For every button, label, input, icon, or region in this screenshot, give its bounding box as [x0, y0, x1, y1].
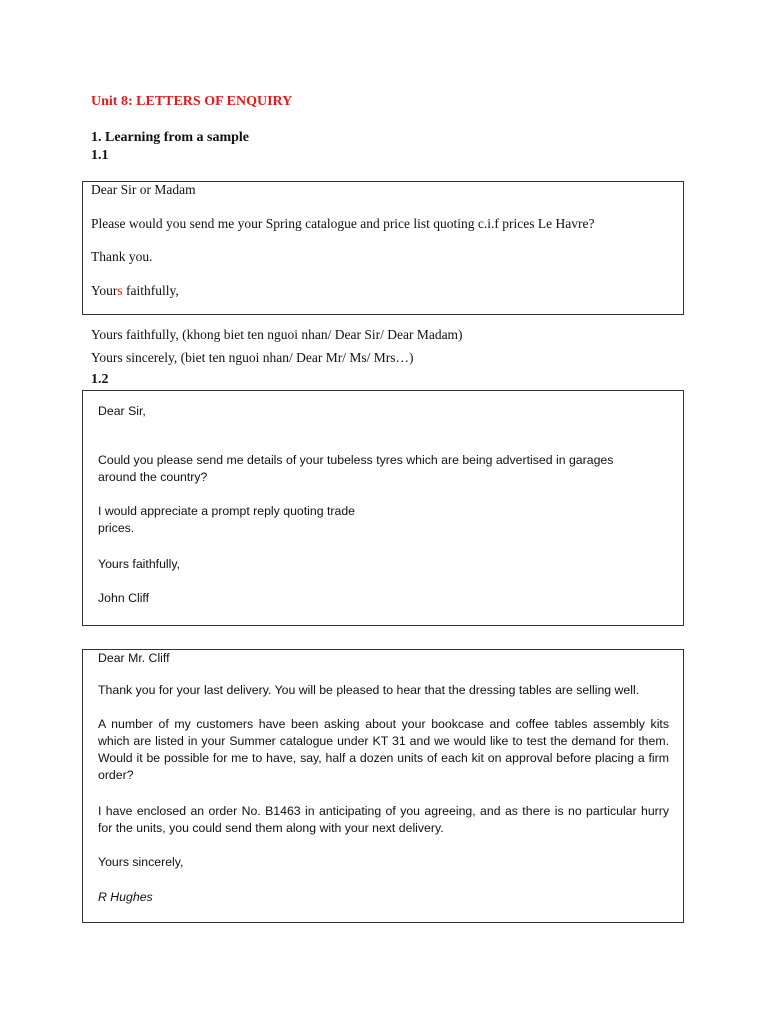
letter-box-2 [82, 390, 684, 626]
letter2-salutation: Dear Sir, [98, 404, 146, 418]
letter1-closing [91, 283, 179, 299]
letter-box-1 [82, 181, 684, 315]
letter3-para2: A number of my customers have been asking about your bookcase and coffee tables assembly kits which are listed in your Summer catalogue under KT 31 and we would like to test the demand for them. Would it be possible for me to have, say, half a dozen units of each kit on approval before placing a firm order? [98, 717, 669, 782]
note-faithfully: Yours faithfully, (khong biet ten nguoi nhan/ Dear Sir/ Dear Madam) [91, 327, 463, 342]
letter3-para1: Thank you for your last delivery. You will be pleased to hear that the dressing tables are selling well. [98, 683, 640, 697]
note-sincerely: Yours sincerely, (biet ten nguoi nhan/ Dear Mr/ Ms/ Mrs…) [91, 350, 414, 365]
letter3-closing: Yours sincerely, [98, 855, 184, 869]
letter2-signature: John Cliff [98, 591, 150, 605]
letter1-body: Please would you send me your Spring catalogue and price list quoting c.i.f prices Le Havre? [91, 216, 595, 231]
sub-heading-1-2: 1.2 [91, 372, 109, 387]
letter1-salutation: Dear Sir or Madam [91, 182, 196, 197]
letter1-closing-red-letter: s [117, 283, 123, 298]
letter1-thanks: Thank you. [91, 249, 153, 264]
section-heading: 1. Learning from a sample [91, 130, 250, 145]
sub-heading-1-1: 1.1 [91, 148, 109, 163]
letter2-body-line2: around the country? [98, 470, 208, 484]
letter-box-3 [82, 649, 684, 923]
letter2-body-line1: Could you please send me details of your tubeless tyres which are being advertised in garages [98, 453, 614, 467]
letter1-closing-suffix: faithfully, [122, 283, 179, 298]
letter3-signature: R Hughes [98, 890, 153, 904]
letter3-para3: I have enclosed an order No. B1463 in anticipating of you agreeing, and as there is no particular hurry for the units, you could send them along with your next delivery. [98, 804, 669, 835]
letter2-closing: Yours faithfully, [98, 557, 181, 571]
letter3-salutation: Dear Mr. Cliff [98, 651, 170, 665]
letter2-request-line2: prices. [98, 521, 135, 535]
letter1-closing-prefix: Your [91, 283, 118, 298]
letter2-request-line1: I would appreciate a prompt reply quoting trade [98, 504, 356, 518]
unit-title: Unit 8: LETTERS OF ENQUIRY [91, 94, 293, 109]
